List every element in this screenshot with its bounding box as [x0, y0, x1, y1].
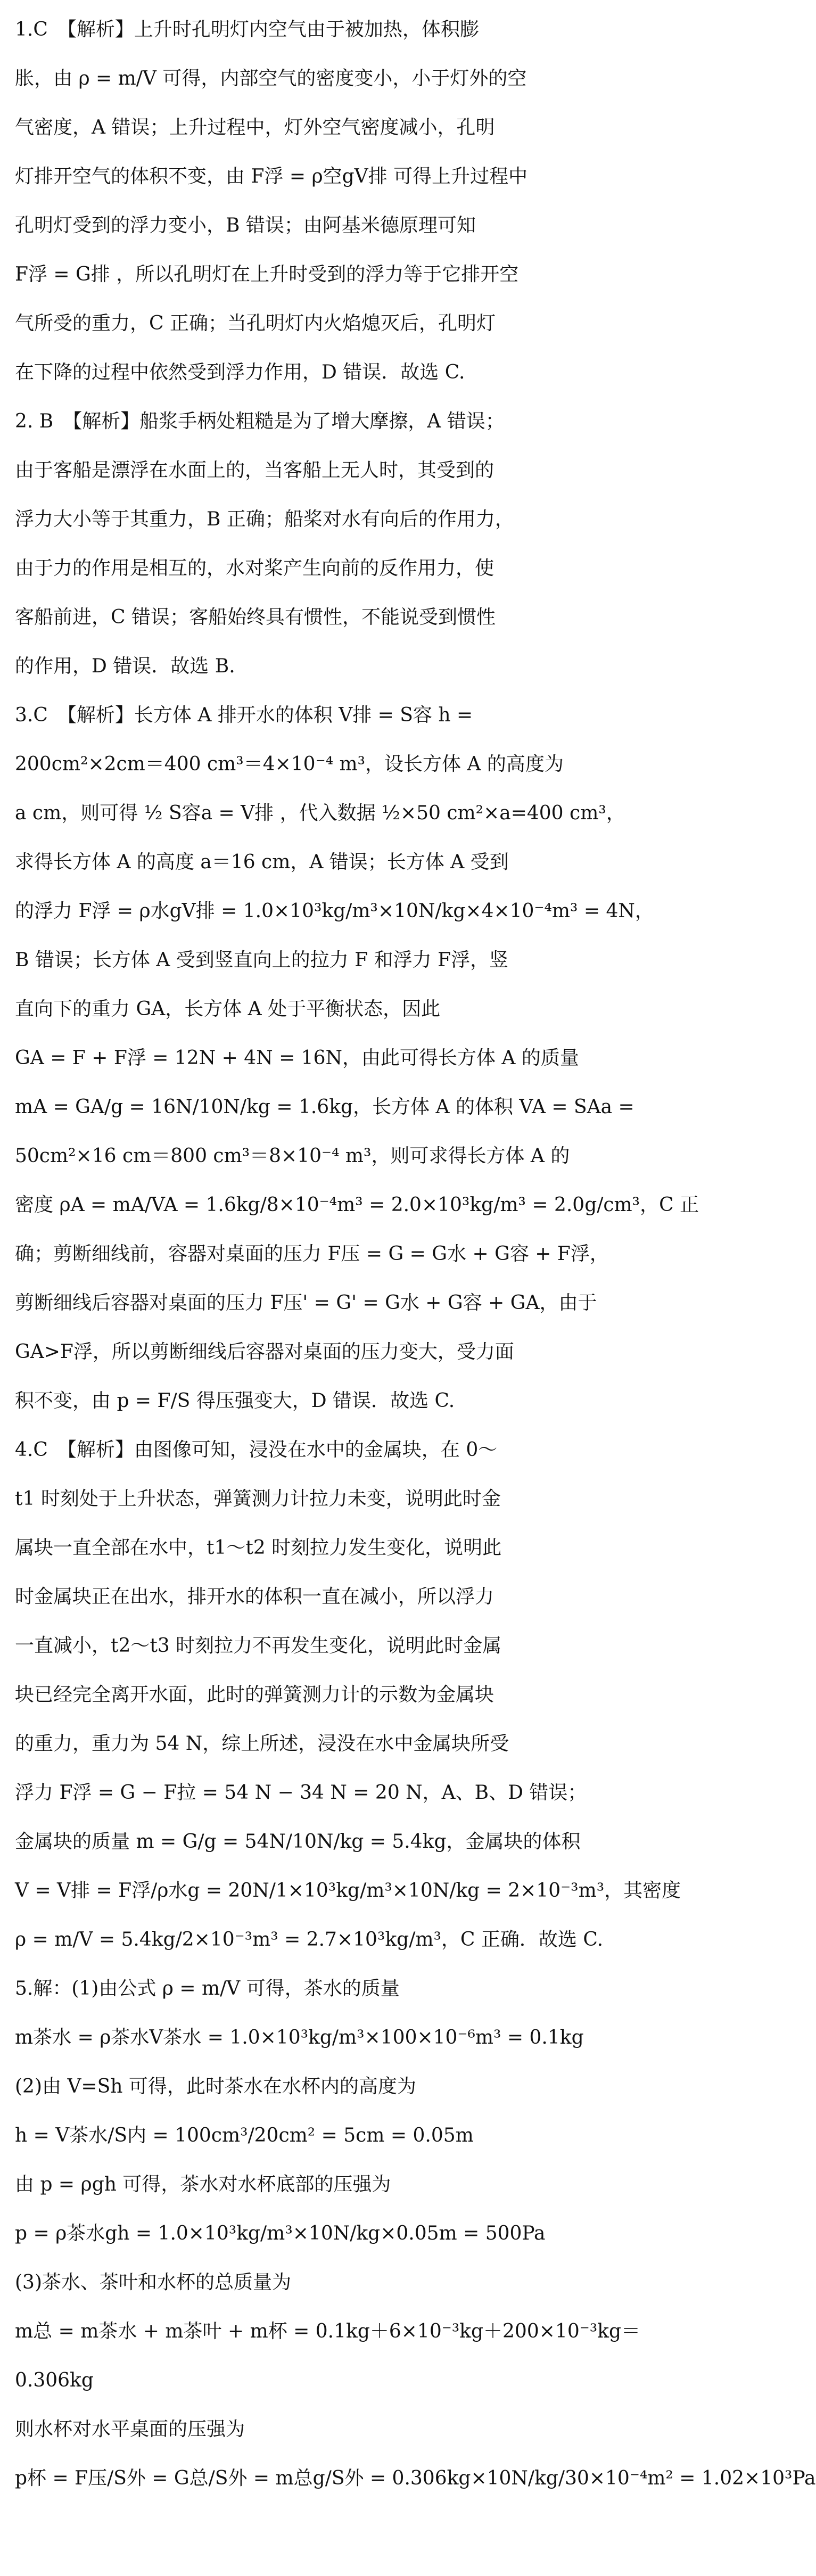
- text-line: 气所受的重力，C 正确；当孔明灯内火焰熄灭后，孔明灯: [15, 312, 496, 334]
- text-line: a cm，则可得 ½ S容a = V排 ，代入数据 ½×50 cm²×a=400 cm³，: [15, 802, 625, 824]
- text-line: 1.C 【解析】上升时孔明灯内空气由于被加热，体积膨: [15, 19, 479, 40]
- text-line: mA = GA/g = 16N/10N/kg = 1.6kg，长方体 A 的体积 VA = SAa =: [15, 1096, 634, 1118]
- text-line: ρ = m/V = 5.4kg/2×10⁻³m³ = 2.7×10³kg/m³，C 正确．故选 C.: [15, 1929, 604, 1950]
- text-line: 确；剪断细线前，容器对桌面的压力 F压 = G = G水 + G容 + F浮，: [15, 1243, 609, 1265]
- text-line: 2. B 【解析】船浆手柄处粗糙是为了增大摩擦，A 错误；: [15, 410, 505, 432]
- text-line: m茶水 = ρ茶水V茶水 = 1.0×10³kg/m³×100×10⁻⁶m³ = 0.1kg: [15, 2027, 584, 2048]
- text-line: 200cm²×2cm＝400 cm³＝4×10⁻⁴ m³，设长方体 A 的高度为: [15, 753, 564, 775]
- text-line: 的作用，D 错误．故选 B.: [15, 655, 235, 677]
- text-line: 在下降的过程中依然受到浮力作用，D 错误．故选 C.: [15, 361, 465, 383]
- text-line: 密度 ρA = mA/VA = 1.6kg/8×10⁻⁴m³ = 2.0×10³kg/m³ = 2.0g/cm³，C 正: [15, 1194, 699, 1216]
- text-line: 由 p = ρgh 可得，茶水对水杯底部的压强为: [15, 2174, 391, 2195]
- text-line: m总 = m茶水 + m茶叶 + m杯 = 0.1kg＋6×10⁻³kg＋200×10⁻³kg＝: [15, 2320, 641, 2342]
- text-line: GA>F浮，所以剪断细线后容器对桌面的压力变大，受力面: [15, 1341, 514, 1363]
- text-line: 则水杯对水平桌面的压强为: [15, 2418, 245, 2440]
- text-line: t1 时刻处于上升状态，弹簧测力计拉力未变，说明此时金: [15, 1488, 501, 1510]
- text-line: 0.306kg: [15, 2369, 94, 2391]
- text-line: 由于力的作用是相互的，水对桨产生向前的反作用力，使: [15, 557, 494, 579]
- text-line: 块已经完全离开水面，此时的弹簧测力计的示数为金属块: [15, 1684, 494, 1706]
- text-line: 气密度，A 错误；上升过程中，灯外空气密度减小，孔明: [15, 117, 495, 138]
- text-line: F浮 = G排 ，所以孔明灯在上升时受到的浮力等于它排开空: [15, 264, 519, 285]
- text-line: 的重力，重力为 54 N，综上所述，浸没在水中金属块所受: [15, 1733, 509, 1755]
- text-line: h = V茶水/S内 = 100cm³/20cm² = 5cm = 0.05m: [15, 2125, 474, 2146]
- text-line: 积不变，由 p = F/S 得压强变大，D 错误．故选 C.: [15, 1390, 455, 1412]
- text-line: 客船前进，C 错误；客船始终具有惯性，不能说受到惯性: [15, 606, 496, 628]
- text-line: (2)由 V=Sh 可得，此时茶水在水杯内的高度为: [15, 2076, 416, 2097]
- text-line: 3.C 【解析】长方体 A 排开水的体积 V排 = S容 h =: [15, 704, 473, 726]
- text-line: 4.C 【解析】由图像可知，浸没在水中的金属块，在 0～: [15, 1439, 498, 1461]
- text-line: 胀，由 ρ = m/V 可得，内部空气的密度变小，小于灯外的空: [15, 68, 527, 89]
- text-line: V = V排 = F浮/ρ水g = 20N/1×10³kg/m³×10N/kg = 2×10⁻³m³，其密度: [15, 1880, 681, 1902]
- text-line: p杯 = F压/S外 = G总/S外 = m总g/S外 = 0.306kg×10N/kg/30×10⁻⁴m² = 1.02×10³Pa: [15, 2467, 816, 2489]
- text-line: p = ρ茶水gh = 1.0×10³kg/m³×10N/kg×0.05m = 500Pa: [15, 2223, 546, 2244]
- text-line: 浮力 F浮 = G − F拉 = 54 N − 34 N = 20 N，A、B、D 错误；: [15, 1782, 587, 1804]
- text-line: 由于客船是漂浮在水面上的，当客船上无人时，其受到的: [15, 459, 494, 481]
- text-line: 5.解：(1)由公式 ρ = m/V 可得，茶水的质量: [15, 1978, 400, 1999]
- text-line: 时金属块正在出水，排开水的体积一直在减小，所以浮力: [15, 1586, 494, 1608]
- text-line: 金属块的质量 m = G/g = 54N/10N/kg = 5.4kg，金属块的体积: [15, 1831, 581, 1853]
- text-line: 一直减小，t2～t3 时刻拉力不再发生变化，说明此时金属: [15, 1635, 502, 1657]
- text-line: B 错误；长方体 A 受到竖直向上的拉力 F 和浮力 F浮，竖: [15, 949, 509, 971]
- text-line: 属块一直全部在水中，t1～t2 时刻拉力发生变化，说明此: [15, 1537, 502, 1559]
- text-line: 剪断细线后容器对桌面的压力 F压' = G' = G水 + G容 + GA，由于: [15, 1292, 597, 1314]
- text-line: (3)茶水、茶叶和水杯的总质量为: [15, 2272, 291, 2293]
- text-line: GA = F + F浮 = 12N + 4N = 16N，由此可得长方体 A 的质量: [15, 1047, 579, 1069]
- text-line: 50cm²×16 cm＝800 cm³＝8×10⁻⁴ m³，则可求得长方体 A 的: [15, 1145, 570, 1167]
- text-line: 灯排开空气的体积不变，由 F浮 = ρ空gV排 可得上升过程中: [15, 166, 528, 187]
- text-line: 浮力大小等于其重力，B 正确；船桨对水有向后的作用力，: [15, 508, 514, 530]
- text-line: 求得长方体 A 的高度 a＝16 cm，A 错误；长方体 A 受到: [15, 851, 509, 873]
- text-line: 的浮力 F浮 = ρ水gV排 = 1.0×10³kg/m³×10N/kg×4×10⁻⁴m³ = 4N，: [15, 900, 654, 922]
- text-line: 孔明灯受到的浮力变小，B 错误；由阿基米德原理可知: [15, 215, 476, 236]
- text-line: 直向下的重力 GA，长方体 A 处于平衡状态，因此: [15, 998, 441, 1020]
